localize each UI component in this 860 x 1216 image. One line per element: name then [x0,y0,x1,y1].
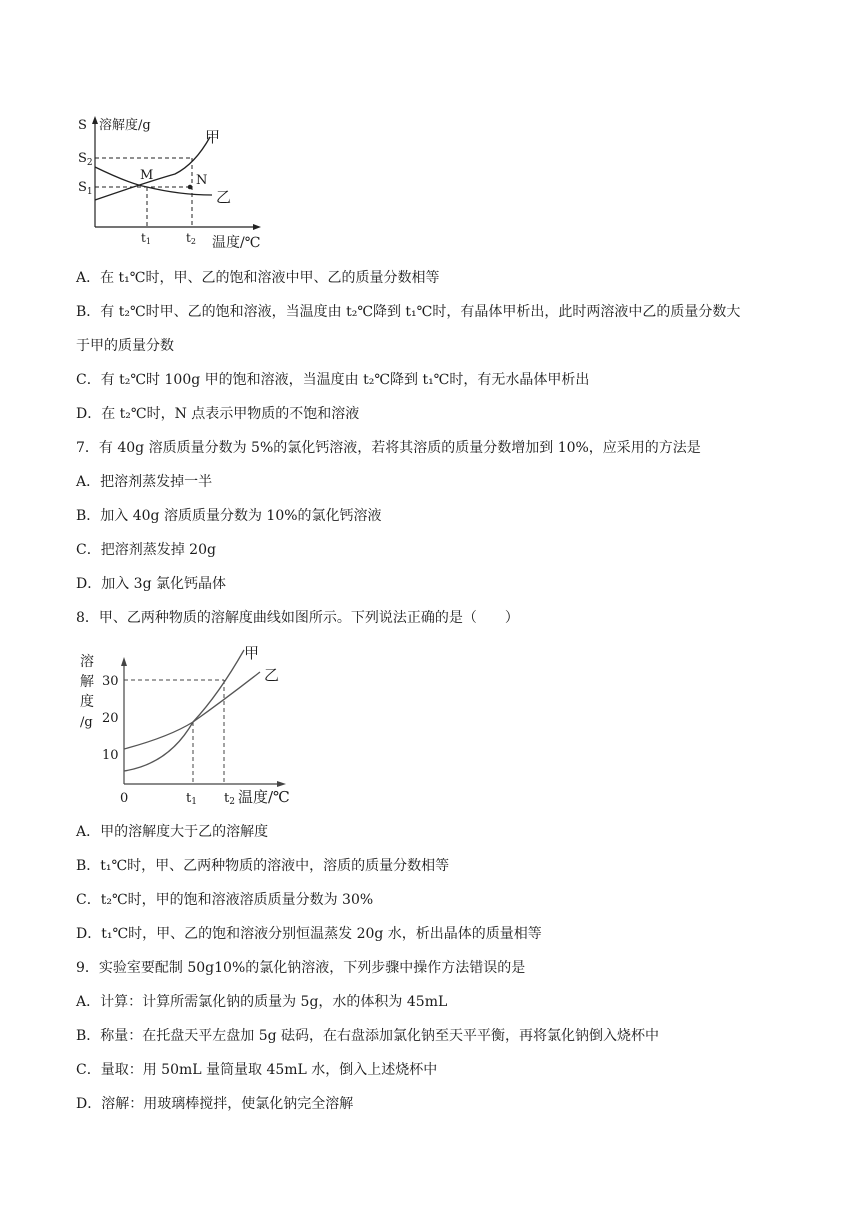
curve-jia [124,650,244,771]
q9-option-c: C．量取：用 50mL 量筒量取 45mL 水，倒入上述烧杯中 [76,1062,438,1078]
q9-option-a: A．计算：计算所需氯化钠的质量为 5g，水的体积为 45mL [76,994,448,1010]
y-axis-label-char-2: 解 [80,674,94,690]
x-axis-arrow [253,224,261,230]
s1-label: $S_1$ [78,180,93,197]
q7-stem: 7．有 40g 溶质质量分数为 5%的氯化钙溶液，若将其溶质的质量分数增加到 10%，应采用的方法是 [76,440,701,456]
curve-jia-label: 甲 [205,128,221,146]
s2-label: $S_2$ [78,151,93,168]
y-tick-30: 30 [102,674,119,689]
curve-yi [124,672,260,749]
q6-solubility-figure [70,112,280,252]
x-axis-label: 温度/℃ [212,235,261,251]
curve-yi-label: 乙 [216,188,232,206]
point-m-label: M [140,168,154,183]
y-tick-20: 20 [102,711,119,726]
point-n-dot [188,185,193,190]
q6-option-c: C．有 t₂℃时 100g 甲的饱和溶液，当温度由 t₂℃降到 t₁℃时，有无水晶体甲析出 [76,372,590,388]
y-axis-symbol: S [78,118,87,133]
x-axis-arrow [277,781,286,787]
t1-label: t1 [141,231,151,246]
x-axis-label: 温度/℃ [238,788,290,806]
q8-option-c: C．t₂℃时，甲的饱和溶液溶质质量分数为 30% [76,892,374,908]
q8-stem: 8．甲、乙两种物质的溶解度曲线如图所示。下列说法正确的是（ ） [76,610,519,626]
q6-option-d: D．在 t₂℃时，N 点表示甲物质的不饱和溶液 [76,406,360,422]
y-axis-label-char-3: 度 [80,694,94,710]
q8-option-b: B．t₁℃时，甲、乙两种物质的溶液中，溶质的质量分数相等 [76,858,450,874]
y-axis-label-char-1: 溶 [80,654,94,670]
q9-option-d: D．溶解：用玻璃棒搅拌，使氯化钠完全溶解 [76,1096,354,1112]
q7-option-a: A．把溶剂蒸发掉一半 [76,474,213,490]
t1-label: t1 [186,791,197,807]
q7-option-c: C．把溶剂蒸发掉 20g [76,542,216,558]
q7-option-d: D．加入 3g 氯化钙晶体 [76,576,226,592]
y-axis-label-char-4: /g [80,715,93,730]
q8-option-a: A．甲的溶解度大于乙的溶解度 [76,824,269,840]
q8-solubility-figure [74,644,304,814]
q7-option-b: B．加入 40g 溶质质量分数为 10%的氯化钙溶液 [76,508,382,524]
y-axis-arrow [121,657,127,666]
point-n-label: N [196,173,208,188]
q6-option-b: B．有 t₂℃时甲、乙的饱和溶液，当温度由 t₂℃降到 t₁℃时，有晶体甲析出，此时两溶液中乙的质量分数大 [76,304,741,320]
q6-option-b-continued: 于甲的质量分数 [76,338,174,354]
t2-label: t2 [186,231,196,246]
q8-option-d: D．t₁℃时，甲、乙的饱和溶液分别恒温蒸发 20g 水，析出晶体的质量相等 [76,926,542,942]
y-axis-label: 溶解度/g [99,118,151,133]
origin-label: 0 [120,791,129,806]
y-axis-arrow [92,116,98,124]
q9-option-b: B．称量：在托盘天平左盘加 5g 砝码，在右盘添加氯化钠至天平平衡，再将氯化钠倒入烧杯中 [76,1028,660,1044]
q9-stem: 9．实验室要配制 50g10%的氯化钠溶液，下列步骤中操作方法错误的是 [76,960,526,976]
q6-option-a: A．在 t₁℃时，甲、乙的饱和溶液中甲、乙的质量分数相等 [76,270,440,286]
y-tick-10: 10 [102,748,119,763]
curve-yi-label: 乙 [264,666,280,684]
curve-jia-label: 甲 [244,644,260,662]
t2-label: t2 [224,791,235,807]
